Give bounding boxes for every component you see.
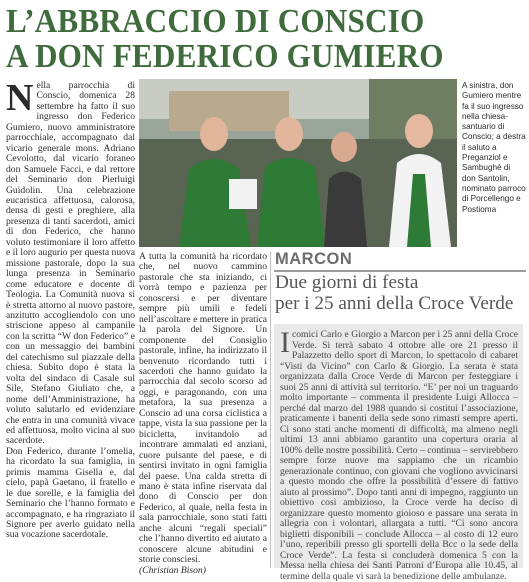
- photo-illustration: [139, 79, 457, 247]
- section-label: MARCON: [275, 250, 353, 268]
- headline: [6, 4, 490, 74]
- photo-caption: A sinistra, don Gumiero mentre fa il suo ingresso nella chiesa-santuario di Conscio; a destra il saluto a Preganziol e Sambughè di don Santolin, nominato parroco di Porcellengo e Postioma: [462, 81, 526, 214]
- article-paragraph-2: Don Federico, durante l’omelia, ha ricordato la sua famiglia, in primis mamma Gisella e, dal cielo, papà Gaetano, il fratello e le due sorelle, e la famiglia del Seminario che l’hanno formato e accompagnato, e ha ringraziato il Signore per averlo guidato nella sua vocazione sacerdotale.: [6, 445, 135, 541]
- sidebar-title-line-2: per i 25 anni della Croce Verde: [275, 293, 514, 314]
- article-column-2: [139, 252, 267, 576]
- sidebar-title: [275, 272, 527, 314]
- column-divider: [270, 252, 271, 568]
- article-column-1: [6, 77, 135, 541]
- news-photo: [139, 79, 457, 247]
- drop-cap: N: [6, 77, 34, 119]
- article-paragraph-3: A tutta la comunità ha ricordato che, nel nuovo cammino pastorale che sta iniziando, ci vorrà tempo e pazienza per conoscersi e per diventare sempre più umili e fedeli nell’ascoltare e mettere in pratica la parola del Signore. Un componente del Consiglio pastorale, infine, ha indirizzato il benvenuto ricordando tutti i sacerdoti che hanno guidato la parrocchia dal secolo scorso ad oggi, e paragonando, con una metafora, la sua presenza a Conscio ad una corsa ciclistica a tappe, vista la sua passione per la bicicletta, invitandolo ad incontrare ammalati ed anziani, cuore pulsante del paese, e di sentirsi invitato in ogni famiglia del paese. Una calda stretta di mano è stata infine riservata dal dono di Conscio per don Federico, al quale, nella festa in sala parrocchiale, sono stati fatti anche alcuni “regali speciali” che l’hanno divertito ed aiutato a conoscere alcune abitudini e storie consciesi.: [139, 251, 267, 566]
- sidebar-title-line-1: Due giorni di festa: [275, 272, 419, 293]
- sidebar-box: [274, 324, 523, 582]
- sidebar-drop-cap: I: [280, 326, 290, 359]
- headline-line-1: L’ABBRACCIO DI CONSCIO: [6, 3, 425, 40]
- sidebar-body: comici Carlo e Giorgio a Marcon per i 25 anni della Croce Verde. Si terrà sabato 4 ottobre alle ore 21 presso il Palazzetto dello sport di Marcon, lo spettacolo di cabaret “Visti da Vicino” con Carlo & Giorgio. La serata è stata organizzata dalla Croce Verde di Marcon per festeggiare i suoi 25 anni di attività sul territorio. “E’ per noi un traguardo molto importante – commenta il presidente Luigi Allocca – perché dal marzo del 1988 quando si costituì l’associazione, praticamente i banenti della sede sono rimasti sempre aperti. Ci sono stati anche momenti di difficoltà, ma almeno negli ultimi 13 anni abbiamo garantito una copertura oraria al 100% delle nostre possibilità. Certo – continua – servirebbero sempre forze nuove ma sappiamo che un ricambio generazionale continuo, con giovani che vogliono avvicinarsi a questo mondo che offre la possibilità d’essere di fattivo aiuto al prossimo”. Dopo tanti anni di impegno, raggiunto un obiettivo così ambizioso, la Croce verde ha deciso di organizzare questo momento gioioso e passare una serata in allegria con i volontari, allargata a tutti. “Ci sono ancora biglietti disponibili – conclude Allocca – al costo di 12 euro l’uno, reperibili presso gli sportelli della Bcc o la sede della Croce Verde”. La festa si concluderà domenica 5 con la Messa nella chiesa dei Santi Patroni d’Europa alle 10.45, al termine della quale vi sarà la benedizione delle ambulanze.: [280, 329, 518, 582]
- article-paragraph-1: ella parrocchia di Conscio, domenica 28 settembre ha fatto il suo ingresso don Federico Gumiero, nuovo amministratore parrocchiale, accompagnato dal vicario generale mons. Adriano Cevolotto, dal vicario foraneo don Samuele Facci, e dal rettore del Seminario don Pierluigi Guidolin. Una celebrazione eucaristica affettuosa, calorosa, densa di gesti e preghiere, alla presenza di tanti sacerdoti, amici di don Federico, che hanno voluto testimoniare il loro affetto e il loro augurio per questa nuova missione pastorale, dopo la sua lunga presenza in Seminario come educatore e docente di Teologia. La Comunità nuova si è stretta attorno al nuovo pastore, anzitutto accogliendolo con uno striscione appeso al campanile con la scritta “W don Federico” e con un messaggio dei bambini del catechismo sul piazzale della chiesa. Subito dopo è stata la volta del sindaco di Casale sul Sile, Stefano Giuliato che, a nome dell’Amministrazione, ha voluto salutarlo ed evidenziare che entra in una comunità vivace ed affettuosa, molto vicina al suo sacerdote.: [6, 80, 135, 447]
- headline-line-2: A DON FEDERICO GUMIERO: [6, 38, 444, 75]
- article-byline: (Christian Bison): [139, 564, 206, 576]
